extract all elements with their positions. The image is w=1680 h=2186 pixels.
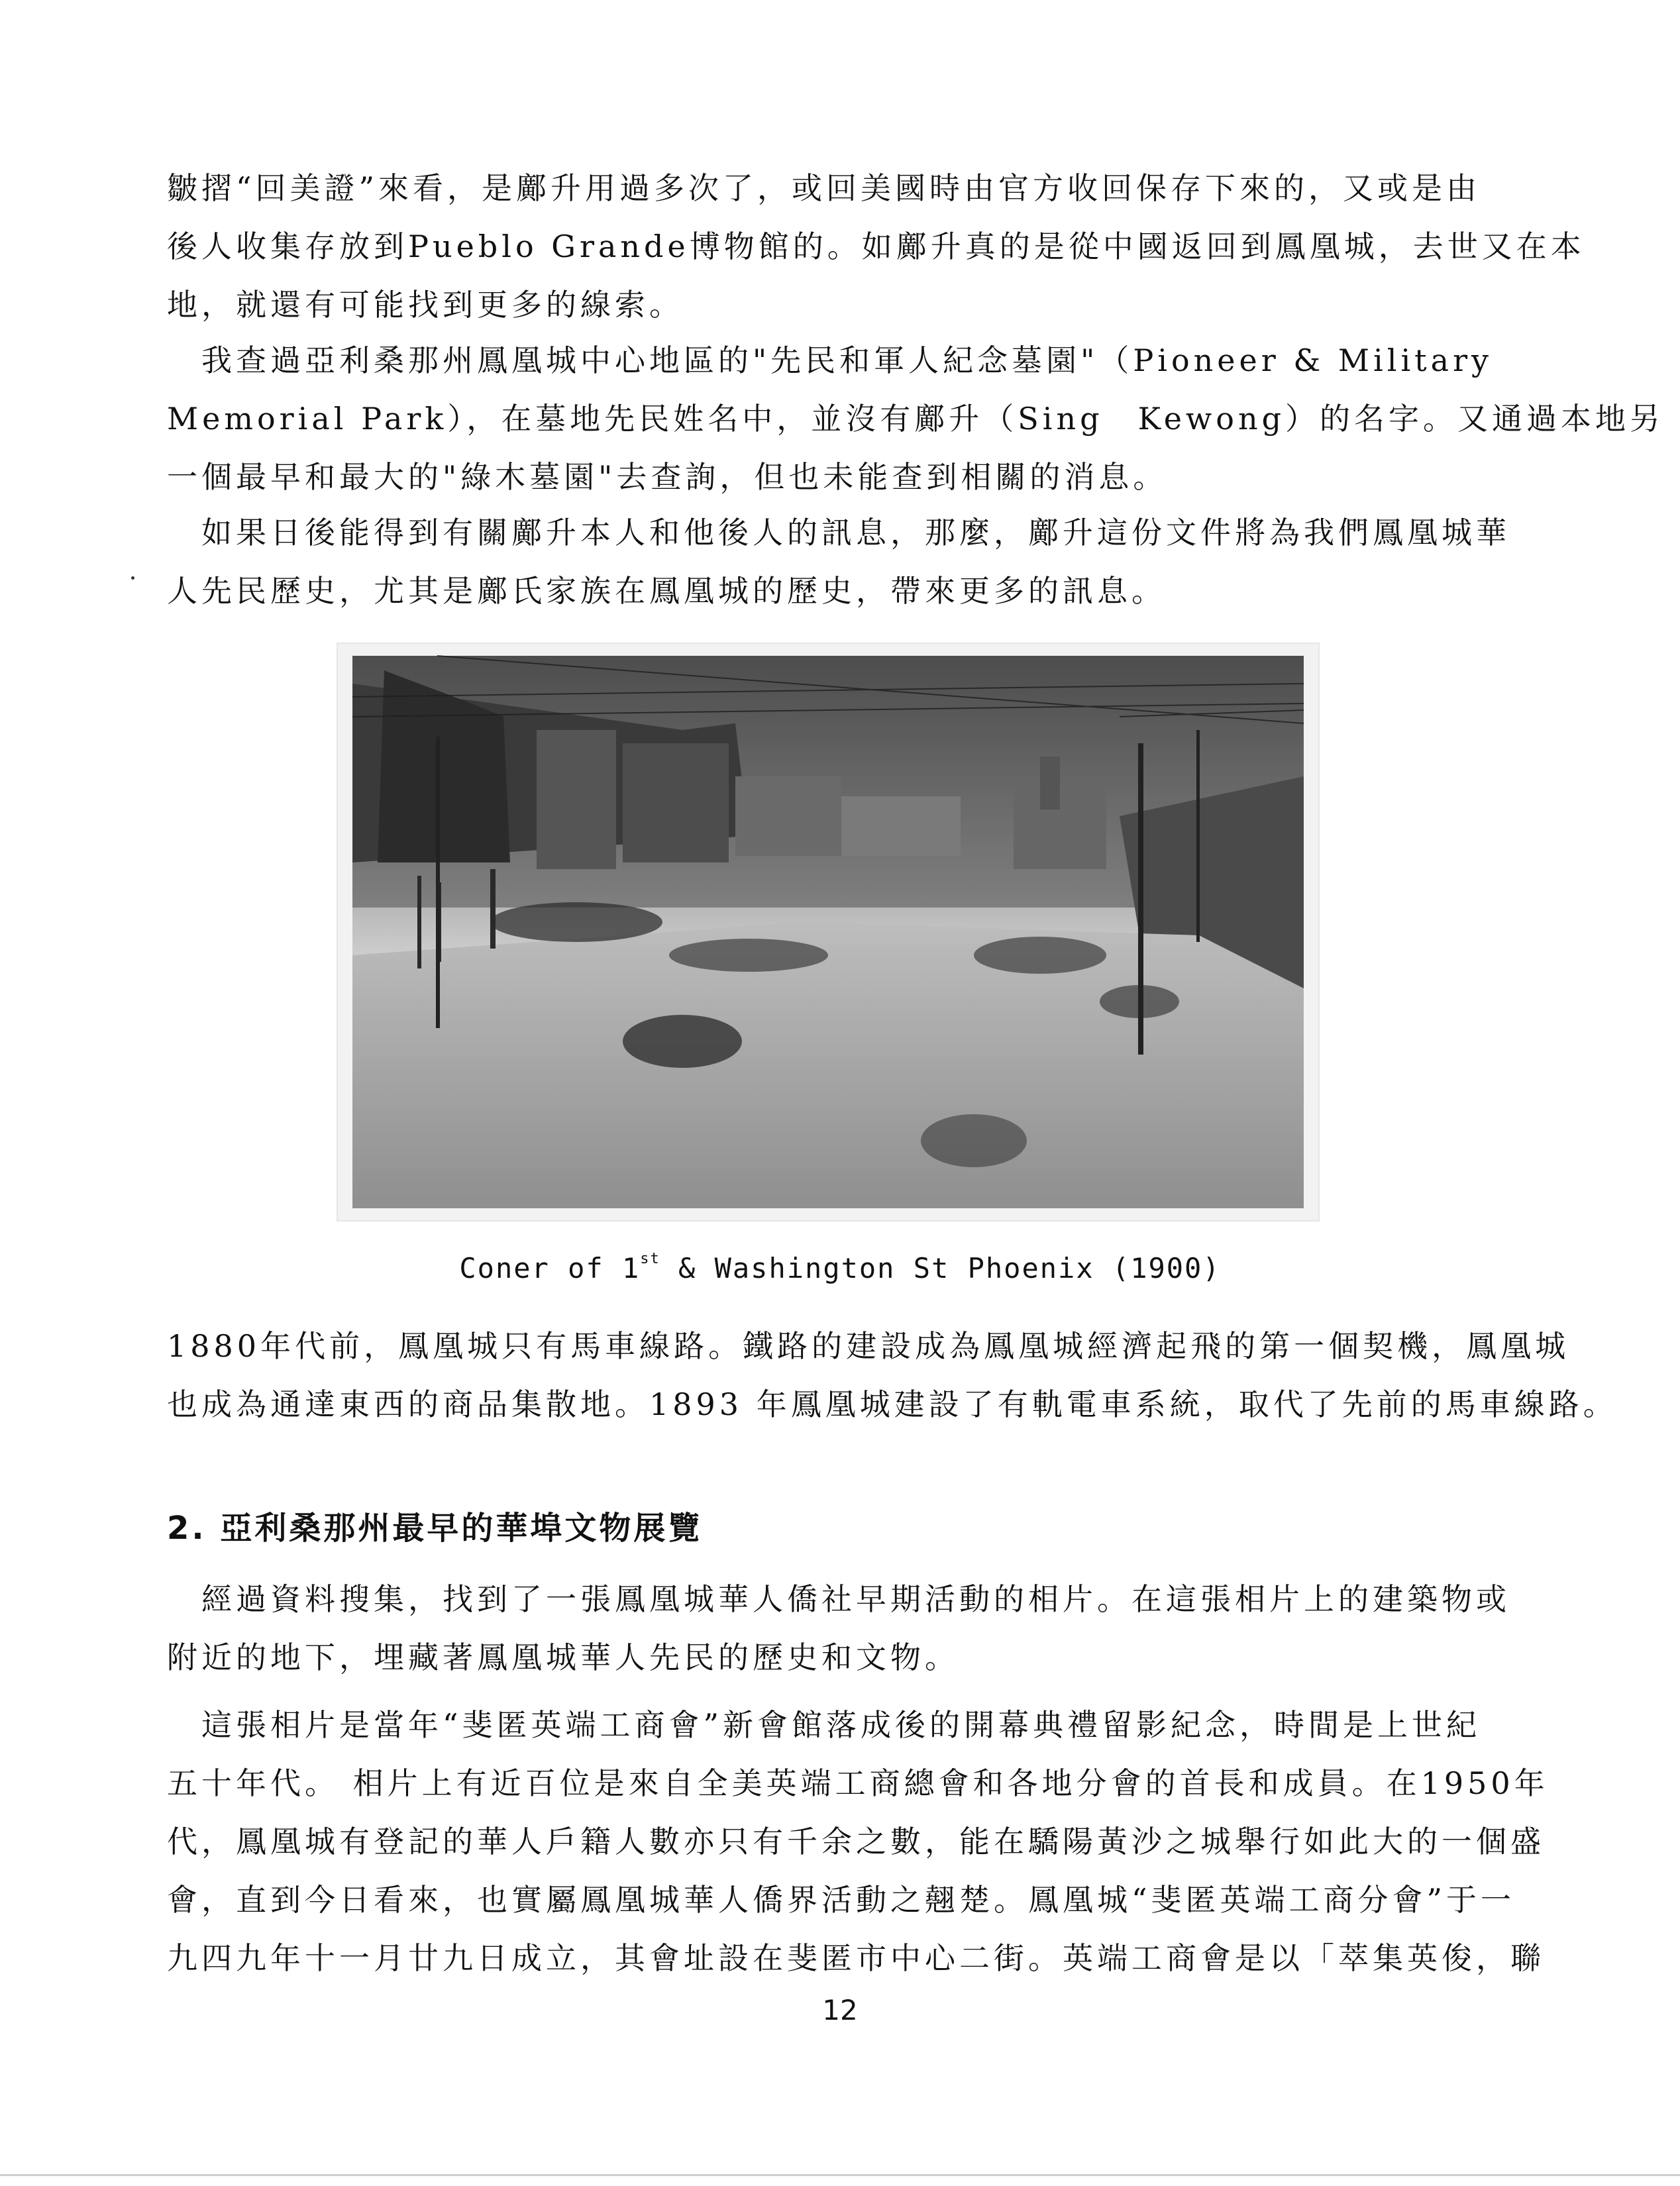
text-line: 經過資料搜集，找到了一張鳳凰城華人僑社早期活動的相片。在這張相片上的建築物或 (167, 1581, 1510, 1617)
photo-caption (0, 1251, 1680, 1284)
text-line: 代，鳳凰城有登記的華人戶籍人數亦只有千余之數，能在驕陽黃沙之城舉行如此大的一個盛 (167, 1824, 1545, 1859)
text-line: 如果日後能得到有關鄺升本人和他後人的訊息，那麼，鄺升這份文件將為我們鳳凰城華 (167, 515, 1510, 550)
text-line: 這張相片是當年“斐匿英端工商會”新會館落成後的開幕典禮留影紀念，時間是上世紀 (167, 1707, 1481, 1743)
text-line: 我查過亞利桑那州鳳凰城中心地區的"先民和軍人紀念墓園"（Pioneer & Military (167, 342, 1493, 378)
paragraph-4 (167, 1570, 1512, 1687)
text-line: 皺摺“回美證”來看，是鄺升用過多次了，或回美國時由官方收回保存下來的，又或是由 (167, 170, 1481, 206)
text-line: 地，就還有可能找到更多的線索。 (167, 287, 684, 323)
text-line: 一個最早和最大的"綠木墓園"去查詢，但也未能查到相關的消息。 (167, 459, 1168, 495)
page-number: 12 (822, 1994, 858, 2026)
text-line: 也成為通達東西的商品集散地。1893 年鳳凰城建設了有軌電車系統，取代了先前的馬車線路。 (167, 1386, 1618, 1422)
caption-prefix: Coner of 1 (459, 1252, 641, 1284)
caption-suffix: & Washington St Phoenix (1900) (660, 1252, 1221, 1284)
paragraph-1 (167, 159, 1585, 334)
paragraph-3 (167, 503, 1512, 620)
text-line: 附近的地下，埋藏著鳳凰城華人先民的歷史和文物。 (167, 1640, 959, 1675)
text-line: 九四九年十一月廿九日成立，其會址設在斐匿市中心二街。英端工商會是以「萃集英俊，聯 (167, 1940, 1545, 1976)
text-line: 1880年代前，鳳凰城只有馬車線路。鐵路的建設成為鳳凰城經濟起飛的第一個契機，鳳凰城 (167, 1328, 1570, 1364)
paragraph-2 (167, 331, 1665, 506)
text-line: 五十年代。 相片上有近百位是來自全美英端工商總會和各地分會的首長和成員。在1950年 (167, 1765, 1549, 1801)
scan-edge-line (0, 2174, 1680, 2176)
text-line: 會，直到今日看來，也實屬鳳凰城華人僑界活動之翹楚。鳳凰城“斐匿英端工商分會”于一 (167, 1882, 1516, 1918)
paragraph-after-photo (167, 1317, 1618, 1433)
text-line: 後人收集存放到Pueblo Grande博物館的。如鄺升真的是從中國返回到鳳凰城，去世又在本 (167, 229, 1585, 264)
paragraph-5 (167, 1696, 1549, 1987)
section-heading: 2. 亞利桑那州最早的華埠文物展覽 (167, 1510, 703, 1547)
text-line: Memorial Park），在墓地先民姓名中，並沒有鄺升（Sing Kewong）的名字。又通過本地另 (167, 401, 1665, 437)
photo-illustration (338, 644, 1318, 1220)
historical-street-photo (337, 643, 1320, 1222)
scan-speck (131, 576, 134, 580)
text-line: 人先民歷史，尤其是鄺氏家族在鳳凰城的歷史，帶來更多的訊息。 (167, 573, 1166, 609)
caption-superscript: st (640, 1251, 660, 1267)
